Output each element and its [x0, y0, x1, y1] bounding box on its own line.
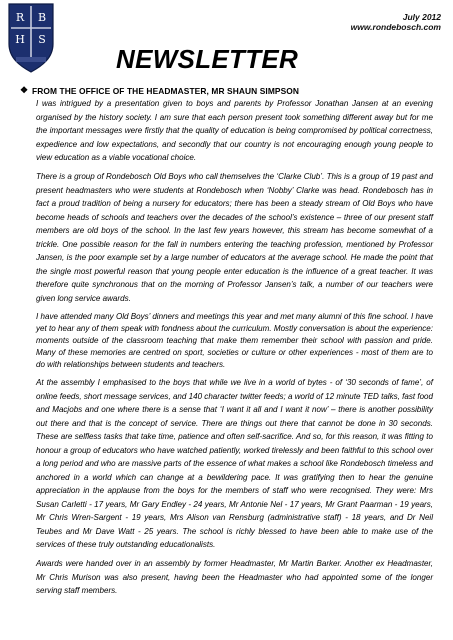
- paragraph: I have attended many Old Boys’ dinners and meetings this year and met many alumni of this fine school. I have yet to hear any of them speak with fondness about the curriculum. Mostly conversation is about the experience: moments outside of the classroom teaching that make them remember their school with passion and pride. Many of these memories are centred on sport, societies or culture or other experiences - most of them are to do with relationships between students and teachers.: [36, 311, 433, 369]
- diamond-bullet-icon: ❖: [20, 85, 29, 95]
- crest-letter-h: H: [15, 33, 25, 46]
- paragraph: There is a group of Rondebosch Old Boys who call themselves the ‘Clarke Club’. This is a group of 19 past and present headmasters who were students at Rondebosch when ‘Nobby’ Clarke was head. Rondebosch has in fact a proud tradition of being a nursery for educators; there has been a steady stream of Old Boys who have become heads of schools and teachers over the decades of the school’s existence – three of our present staff members are old boys of the school. In the last few years however, this stream has become somewhat of a trickle. One possible reason for the fall in numbers entering the teaching profession, mentioned by Professor Jansen, is the poor example set by a large number of educators at the average school. He made the point that the single most powerful reason that young people enter education is the influence of a great teacher. It was therefore quite synchronous that on the morning of Professor Jansen’s talk, a number of our teachers were given long service awards.: [36, 172, 433, 303]
- crest-letter-r: R: [15, 11, 25, 24]
- paragraph: I was intrigued by a presentation given to boys and parents by Professor Jonathan Jansen at an evening organised by the history society. I am sure that each person present took something different away but for me the important messages were firstly that the quality of education is being compromised by political correctness, expedience and low expectations, and secondly that our country is not encouraging enough young people to view education as a viable vocational choice.: [36, 99, 433, 162]
- crest-letter-b: B: [37, 11, 47, 24]
- paragraph: Awards were handed over in an assembly by former Headmaster, Mr Martin Barker. Another ex Headmaster, Mr Chris Murison was also present, having been the Headmaster who had appointed some of the longer serving staff members.: [36, 559, 433, 595]
- header-meta: [351, 12, 441, 32]
- crest-letter-s: S: [38, 33, 46, 46]
- article-body: [36, 97, 433, 603]
- website-link[interactable]: www.rondebosch.com: [350, 22, 441, 32]
- paragraph: At the assembly I emphasised to the boys that while we live in a world of bytes - of ‘30 seconds of fame’, of online feeds, short message services, and 140 character twitter feeds; a world of 12 minute TED talks, fast food and Macjobs and one where there is a sense that ‘I want it all and I want it now’ – there is another possibility out there and that is the concept of service. There are things out there that cannot be done in 30 seconds. These are selfless tasks that take time, patience and often self-sacrifice. And so, for this reason, it was fitting to honour a group of educators who have watched patiently, worked tirelessly and been faithful to this school over a long period and who are massive parts of the essence of what makes a school like Rondebosch timeless and anchored in a world which can change at a bewildering pace. It was gratifying then to hear the genuine appreciation in the applause from the boys for the members of staff who were recognised. They were: Mrs Susan Carletti - 17 years, Mr Gary Endley - 24 years, Mr Antonie Nel - 17 years, Mr Grant Paarman - 19 years, Mr Chris Wren-Sargent - 19 years, Mrs Alison van Rensburg (administrative staff) - 18 years, and Dr Neil Teubes and Mr Dave Watt - 25 years. The school is richly blessed to have been able to make use of the services of these truly outstanding educationalists.: [36, 378, 433, 549]
- newsletter-title: NEWSLETTER: [116, 44, 299, 74]
- section-heading: [20, 85, 443, 96]
- section-heading-text: FROM THE OFFICE OF THE HEADMASTER, MR SHAUN SIMPSON: [32, 85, 300, 96]
- school-crest-logo: [6, 2, 56, 74]
- issue-date: July 2012: [402, 12, 441, 22]
